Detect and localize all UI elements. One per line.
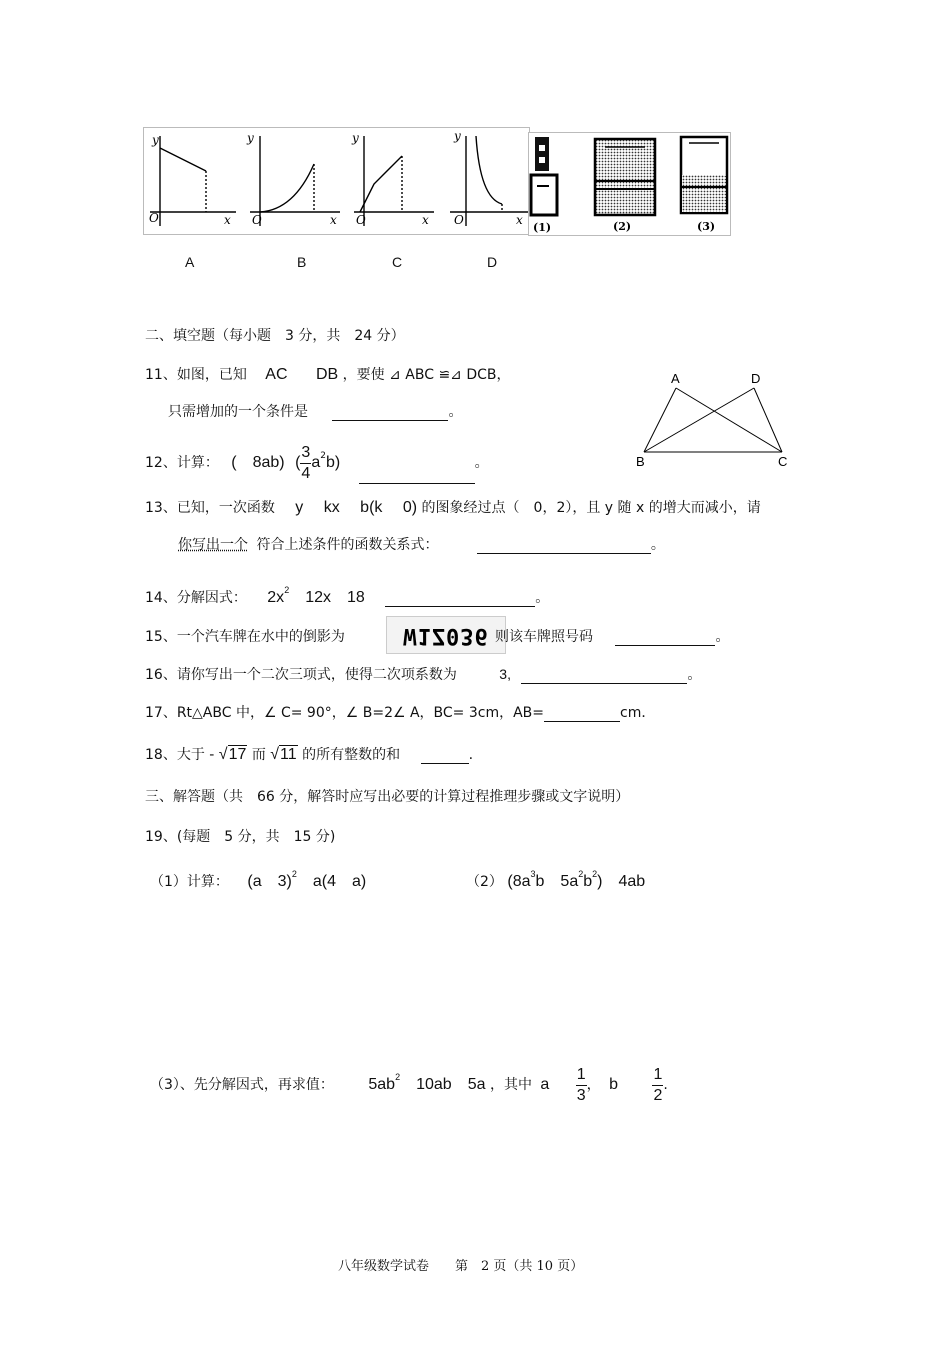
graph-label-d: D	[487, 254, 498, 270]
q17-text: 17、Rt△ABC 中，∠ C= 90°，∠ B=2∠ A，BC= 3cm，AB=	[145, 705, 545, 721]
y-axis-label: y	[454, 129, 461, 143]
q19-p1-expr: (a 3)$^2$ a(4 a)	[247, 869, 367, 890]
q18-answer-blank[interactable]	[421, 749, 469, 764]
y-axis-label: y	[247, 131, 254, 145]
q12-label: 12、计算：	[145, 455, 219, 471]
cups-svg	[529, 133, 730, 235]
q12-line: 12、计算： ( 8ab) ( $\frac{3}{4}$ $a^2b$) 。	[145, 443, 489, 482]
q14-label: 14、分解因式：	[145, 590, 247, 606]
q15-tail	[495, 626, 729, 646]
q13-prompt-b: 符合上述条件的函数关系式：	[256, 537, 439, 553]
q12-end: 。	[474, 455, 489, 471]
q12-expr-b: a	[311, 454, 321, 471]
q13-line2	[178, 534, 665, 554]
graph-label-b: B	[297, 254, 307, 270]
x-axis-label: x	[516, 213, 523, 227]
license-plate-reflection	[386, 616, 506, 654]
origin-label: O	[454, 213, 464, 227]
q12-answer-blank[interactable]	[359, 469, 475, 484]
q13-condition: 的图象经过点（ 0，2），且 y 随 x 的增大而减小，请	[421, 500, 761, 516]
q15-answer-blank[interactable]	[615, 631, 715, 646]
section2-heading: 二、填空题（每小题 3 分，共 24 分）	[145, 328, 405, 344]
q11-db: DB	[315, 366, 339, 383]
origin-label: O	[356, 213, 366, 227]
graph-c-curve	[360, 156, 402, 212]
cup-label-1: (1)	[533, 221, 552, 234]
vertex-label-c: C	[778, 454, 788, 469]
q17-unit: cm．	[620, 705, 656, 721]
q13-end: 。	[650, 537, 665, 553]
q17-line	[145, 702, 655, 722]
q17-answer-blank[interactable]	[544, 707, 620, 722]
q18-prefix: 18、大于 -	[145, 747, 215, 763]
vertex-label-d: D	[751, 371, 761, 386]
q13-function: y kx b(k 0)	[295, 499, 418, 516]
sqrt-17: √17	[218, 746, 247, 763]
q19-p3-where: ，其中	[489, 1077, 532, 1093]
q16-line	[145, 664, 701, 684]
q19-p3-expr: $5ab^2$ 10ab 5a	[368, 1072, 486, 1093]
q19-part1	[150, 868, 366, 891]
sqrt-11: √11	[270, 746, 297, 763]
q19-heading: 19、(每题 5 分，共 15 分)	[145, 829, 336, 845]
plate-text: W1Z036	[403, 622, 489, 648]
cup-label-2: (2)	[613, 220, 632, 233]
y-axis-label: y	[352, 131, 359, 145]
q11-line2	[168, 401, 462, 421]
q16-label: 16、请你写出一个二次三项式，使得二次项系数为	[145, 667, 457, 683]
q11-answer-blank[interactable]	[332, 406, 448, 421]
tap-shape	[535, 137, 549, 171]
q19-p3-label: （3）、先分解因式，再求值：	[150, 1077, 334, 1093]
q18-suffix: 的所有整数的和	[302, 747, 401, 763]
q14-end: 。	[535, 590, 550, 606]
graph-label-c: C	[392, 254, 403, 270]
q19-part2	[466, 868, 645, 891]
vertex-label-a: A	[671, 371, 680, 386]
q13-prefix: 13、已知，一次函数	[145, 500, 275, 516]
cup-label-3: (3)	[697, 220, 716, 233]
x-axis-label: x	[422, 213, 429, 227]
section3-heading: 三、解答题（共 66 分，解答时应写出必要的计算过程推理步骤或文字说明）	[145, 789, 630, 805]
q18-and: 而	[251, 747, 266, 763]
graph-a-curve	[160, 148, 206, 171]
q11-triangle-figure	[632, 368, 802, 472]
cup-2	[595, 139, 655, 215]
q13-line1	[145, 494, 761, 517]
q19-p3-a: a	[540, 1076, 550, 1093]
graphs-svg	[144, 128, 529, 234]
q16-end: 。	[687, 667, 702, 683]
q16-value: 3,	[499, 666, 511, 682]
graphs-figure	[143, 127, 530, 235]
y-axis-label: y	[152, 133, 159, 147]
q14-expr: $2x^2$ 12x 18	[267, 585, 365, 606]
q16-answer-blank[interactable]	[521, 669, 687, 684]
q13-answer-blank[interactable]	[477, 539, 651, 554]
q19-p2-label: （2）	[466, 874, 503, 890]
origin-label: O	[252, 213, 262, 227]
x-axis-label: x	[330, 213, 337, 227]
q11-ac: AC	[265, 366, 288, 383]
q11-prompt: 只需增加的一个条件是	[168, 404, 308, 420]
x-axis-label: x	[224, 213, 231, 227]
graph-label-a: A	[185, 254, 195, 270]
q19-p1-label: （1）计算：	[150, 874, 229, 890]
q18-end: .	[468, 747, 474, 763]
q12-expr-a: ( 8ab)	[231, 454, 285, 471]
vertex-label-b: B	[636, 454, 645, 469]
graph-b-curve	[260, 164, 314, 212]
cups-figure	[528, 132, 731, 236]
q14-answer-blank[interactable]	[385, 592, 535, 607]
q13-prompt: 你写出一个	[178, 537, 248, 553]
q19-p2-expr: ($8a^3b$ $5a^2b^2$) 4ab	[507, 869, 646, 890]
graph-d-curve	[476, 136, 502, 204]
small-cup	[531, 175, 557, 215]
q11-line1	[145, 364, 511, 384]
q14-line	[145, 584, 549, 607]
q19-p3-b-fraction: $\frac{1}{2}$	[653, 1065, 663, 1104]
q11-prefix: 11、如图，已知	[145, 367, 247, 383]
q12-fraction: $\frac{3}{4}$	[301, 443, 311, 482]
q11-condition: ，要使 ⊿ ABC ≌⊿ DCB，	[342, 367, 511, 383]
origin-label: O	[149, 211, 159, 225]
q19-part3: （3）、先分解因式，再求值： $5ab^2$ 10ab 5a ，其中 a $\frac{1}{3}$ ， b $\frac{1}{2}$ .	[150, 1065, 668, 1104]
q15-label: 15、一个汽车牌在水中的倒影为	[145, 629, 345, 645]
q11-end: 。	[448, 404, 463, 420]
q12-expr-c: b)	[325, 454, 341, 471]
q19-p3-a-fraction: $\frac{1}{3}$	[576, 1065, 586, 1104]
page-footer: 八年级数学试卷 第 2 页（共 10 页）	[338, 1259, 584, 1274]
q15-after: 则该车牌照号码	[495, 629, 593, 645]
q18-line	[145, 744, 473, 764]
q19-p3-b: b	[609, 1076, 619, 1093]
q15-end: 。	[715, 629, 730, 645]
